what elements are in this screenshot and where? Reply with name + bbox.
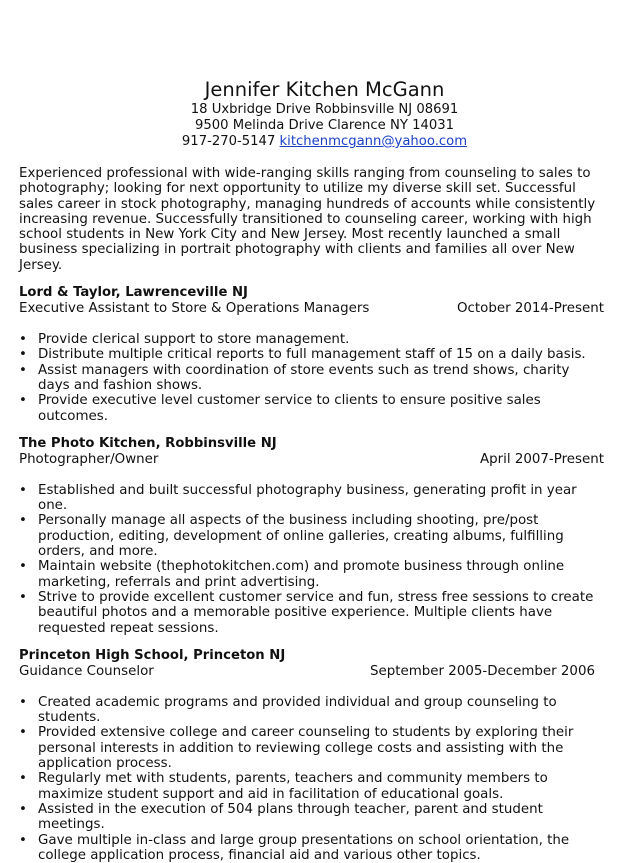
bullet-text: Personally manage all aspects of the business including shooting, pre/post production, editing, development of online galleries, creating albums, fulfilling orders, and more. bbox=[38, 513, 564, 559]
bullet-text: Assisted in the execution of 504 plans through teacher, parent and student meetings. bbox=[38, 802, 543, 832]
bullet-icon: • bbox=[19, 590, 27, 605]
bullet-text: Provide executive level customer service to clients to ensure positive sales outcomes. bbox=[38, 393, 541, 423]
bullet-icon: • bbox=[19, 363, 27, 378]
job-dates: September 2005-December 2006 bbox=[370, 664, 595, 680]
company-name: Princeton High School, Princeton NJ bbox=[19, 648, 604, 664]
contact-line bbox=[45, 134, 604, 150]
bullet-icon: • bbox=[19, 725, 27, 740]
bullet-text: Established and built successful photography business, generating profit in year one. bbox=[38, 483, 577, 513]
bullet-text: Regularly met with students, parents, teachers and community members to maximize student support and aid in facilitation of educational goals. bbox=[38, 771, 548, 801]
bullet-text: Provide clerical support to store management. bbox=[38, 332, 349, 347]
list-item bbox=[19, 833, 604, 863]
bullet-text: Provided extensive college and career counseling to students by exploring their personal interests in addition to reviewing college costs and assisting with the application process. bbox=[38, 725, 573, 771]
summary-paragraph: Experienced professional with wide-ranging skills ranging from counseling to sales to photography; looking for next opportunity to utilize my diverse skill set. Successful sales career in stock photography, managing hundreds of accounts while consistently increasing revenue. Successfully transitioned to counseling career, working with high school students in New York City and New Jersey. Most recently launched a small business specializing in portrait photography with clients and families all over New Jersey. bbox=[19, 166, 609, 273]
bullet-icon: • bbox=[19, 347, 27, 362]
bullet-icon: • bbox=[19, 833, 27, 848]
job-bullet-list bbox=[19, 695, 604, 863]
bullet-text: Assist managers with coordination of store events such as trend shows, charity days and fashion shows. bbox=[38, 363, 569, 393]
bullet-icon: • bbox=[19, 483, 27, 498]
bullet-icon: • bbox=[19, 332, 27, 347]
bullet-icon: • bbox=[19, 393, 27, 408]
list-item bbox=[19, 347, 604, 362]
bullet-icon: • bbox=[19, 559, 27, 574]
list-item bbox=[19, 725, 604, 771]
bullet-icon: • bbox=[19, 513, 27, 528]
bullet-text: Maintain website (thephotokitchen.com) and promote business through online marketing, referrals and print advertising. bbox=[38, 559, 564, 589]
job-title: Executive Assistant to Store & Operations Managers bbox=[19, 301, 369, 317]
list-item bbox=[19, 363, 604, 394]
bullet-icon: • bbox=[19, 695, 27, 710]
job-bullet-list bbox=[19, 332, 604, 424]
list-item bbox=[19, 559, 604, 590]
job-dates: October 2014-Present bbox=[457, 301, 604, 317]
resume-header bbox=[19, 78, 604, 150]
address-line-1: 18 Uxbridge Drive Robbinsville NJ 08691 bbox=[45, 102, 604, 118]
list-item bbox=[19, 393, 604, 424]
candidate-name: Jennifer Kitchen McGann bbox=[45, 78, 604, 102]
list-item bbox=[19, 771, 604, 802]
job-entry-photo-kitchen bbox=[19, 436, 604, 636]
list-item bbox=[19, 332, 604, 347]
job-title: Guidance Counselor bbox=[19, 664, 154, 680]
bullet-icon: • bbox=[19, 802, 27, 817]
bullet-text: Distribute multiple critical reports to full management staff of 15 on a daily basis. bbox=[38, 347, 586, 362]
list-item bbox=[19, 802, 604, 833]
role-line bbox=[19, 452, 604, 468]
job-bullet-list bbox=[19, 483, 604, 636]
email-link[interactable]: kitchenmcgann@yahoo.com bbox=[280, 134, 468, 149]
job-dates: April 2007-Present bbox=[480, 452, 604, 468]
role-line bbox=[19, 301, 604, 317]
resume-page bbox=[19, 78, 604, 863]
role-line bbox=[19, 664, 595, 680]
phone-number: 917-270-5147 bbox=[182, 134, 275, 149]
bullet-text: Gave multiple in-class and large group presentations on school orientation, the college application process, financial aid and various other topics. bbox=[38, 833, 569, 863]
job-title: Photographer/Owner bbox=[19, 452, 158, 468]
list-item bbox=[19, 513, 604, 559]
company-name: The Photo Kitchen, Robbinsville NJ bbox=[19, 436, 604, 452]
list-item bbox=[19, 695, 604, 726]
bullet-text: Created academic programs and provided individual and group counseling to students. bbox=[38, 695, 557, 725]
list-item bbox=[19, 590, 604, 636]
bullet-text: Strive to provide excellent customer service and fun, stress free sessions to create beautiful photos and a memorable positive experience. Multiple clients have requested repeat sessions. bbox=[38, 590, 593, 636]
address-line-2: 9500 Melinda Drive Clarence NY 14031 bbox=[45, 118, 604, 134]
bullet-icon: • bbox=[19, 771, 27, 786]
job-entry-lord-taylor bbox=[19, 285, 604, 424]
list-item bbox=[19, 483, 604, 514]
job-entry-princeton-high bbox=[19, 648, 604, 863]
company-name: Lord & Taylor, Lawrenceville NJ bbox=[19, 285, 604, 301]
